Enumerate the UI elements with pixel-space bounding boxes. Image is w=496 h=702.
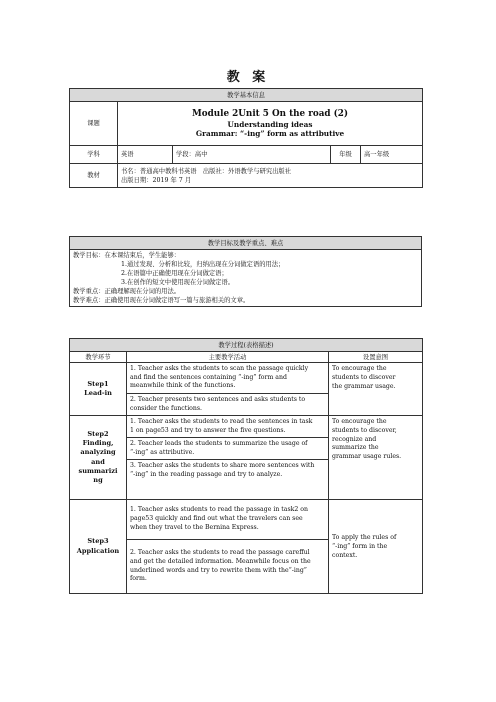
step2-title-line: analyzing [80,448,116,457]
document-title: 教 案 [226,70,270,85]
purpose-line: context. [332,551,358,559]
objective-item-3: 3.在创作的短文中使用现在分词做定语。 [121,279,235,286]
step2-title-line: ng [93,475,103,484]
objective-item-2: 2.在语篇中正确使用现在分词做定语； [121,270,228,277]
step2-label: Step2 [87,429,109,438]
purpose-line: To encourage the [332,418,387,425]
activity-line: 1. Teacher asks students to read the passage in task2 on [130,506,308,514]
step2-name [70,416,127,500]
course-title-grammar: Grammar: “-ing” form as attributive [195,129,345,138]
basic-info-table [69,88,423,188]
stage-value: 学段：高中 [173,146,331,164]
step1-activity-1 [127,363,329,394]
subject-value: 英语 [118,146,173,164]
textbook-publisher: 书名：普通高中教科书英语 出版社：外语教学与研究出版社 [121,167,292,175]
textbook-date: 出版日期：2019 年 7 月 [121,176,192,184]
purpose-line: To apply the rules of [332,534,397,542]
step3-purpose [329,500,423,594]
purpose-line: students to discover [332,373,396,381]
step3-label: Step3 [87,537,109,546]
process-header: 教学过程(表格描述) [70,339,423,352]
course-title-main: Module 2Unit 5 On the road (2) [191,108,349,119]
activity-line: 2. Teacher asks the students to read the passage carefful [130,548,310,556]
textbook-label: 教材 [70,164,118,188]
purpose-line: the grammar usage. [332,382,396,390]
course-label: 课题 [70,102,118,146]
step1-activity-2 [127,394,329,416]
column-activity: 主要教学活动 [127,352,329,363]
grade-label: 年级 [331,146,361,164]
step1-name [70,363,127,416]
basic-info-header: 教学基本信息 [70,89,423,102]
purpose-line: students to discover, [332,426,397,434]
step2-activity-3 [127,460,329,500]
column-purpose: 设置意图 [329,352,423,363]
activity-line: 3. Teacher asks the students to share more sentences with [130,462,315,469]
process-table [69,338,423,594]
activity-line: and get the detailed information. Meanwhile focus on the [130,557,311,565]
grade-value: 高一年级 [361,146,423,164]
purpose-line: grammar usage rules. [332,453,402,461]
step2-activity-1 [127,416,329,438]
step2-title-line: and [91,457,105,466]
step3-name [70,500,127,594]
step3-activity-1 [127,500,329,540]
step1-title: Lead-in [84,389,112,397]
course-title-cell [118,102,423,146]
textbook-info [118,164,423,188]
activity-line: 2. Teacher leads the students to summarize the usage of [130,439,308,447]
activity-line: form. [130,575,147,583]
activity-line: 1. Teacher asks the students to scan the passage quickly [130,364,309,372]
objectives-header: 教学目标及教学重点、难点 [70,237,422,250]
activity-line: and find the sentences containing “-ing” form and [130,373,287,381]
column-step: 教学环节 [70,352,127,363]
activity-line: “-ing” in the reading passage and try to analyze. [130,470,283,478]
step1-purpose [329,363,423,416]
activity-line: 1. Teacher asks the students to read the sentences in task [130,417,313,425]
purpose-line: recognize and [332,435,377,443]
objectives-table [69,236,422,307]
activity-line: “-ing” as attributive. [130,448,195,456]
activity-line: 1 on page53 and try to answer the five questions. [130,426,286,434]
course-title-sub: Understanding ideas [227,119,313,129]
subject-label: 学科 [70,146,118,164]
objectives-intro: 教学目标：在本课结束后，学生能够： [73,252,181,259]
step3-title: Application [76,546,120,555]
step3-activity-2 [127,540,329,594]
objectives-body [70,250,422,307]
difficulty: 教学难点：正确使用现在分词做定语写一篇与旅游相关的文章。 [73,297,250,304]
step2-activity-2 [127,438,329,460]
activity-line: consider the functions. [130,404,203,412]
activity-line: page53 quickly and find out what the travelers can see [130,515,303,523]
activity-line: underlined words and try to rewrite them with the“-ing” [130,566,307,574]
purpose-line: summarize the [332,444,379,452]
step1-label: Step1 [87,379,109,388]
step2-purpose [329,416,423,500]
activity-line: 2. Teacher presents two sentences and asks students to [130,395,306,403]
purpose-line: To encourage the [332,365,387,372]
purpose-line: “-ing” form in the [332,543,388,551]
step2-title-line: summarizi [78,466,118,475]
activity-line: meanwhile think of the functions. [130,382,236,390]
step2-title-line: Finding, [82,439,114,448]
activity-line: when they travel to the Bernina Express. [130,523,259,531]
key-point: 教学重点：正确理解现在分词的用法。 [73,288,181,295]
objective-item-1: 1.通过发现、分析和比较，归纳出现在分词做定语的用法； [121,261,285,268]
